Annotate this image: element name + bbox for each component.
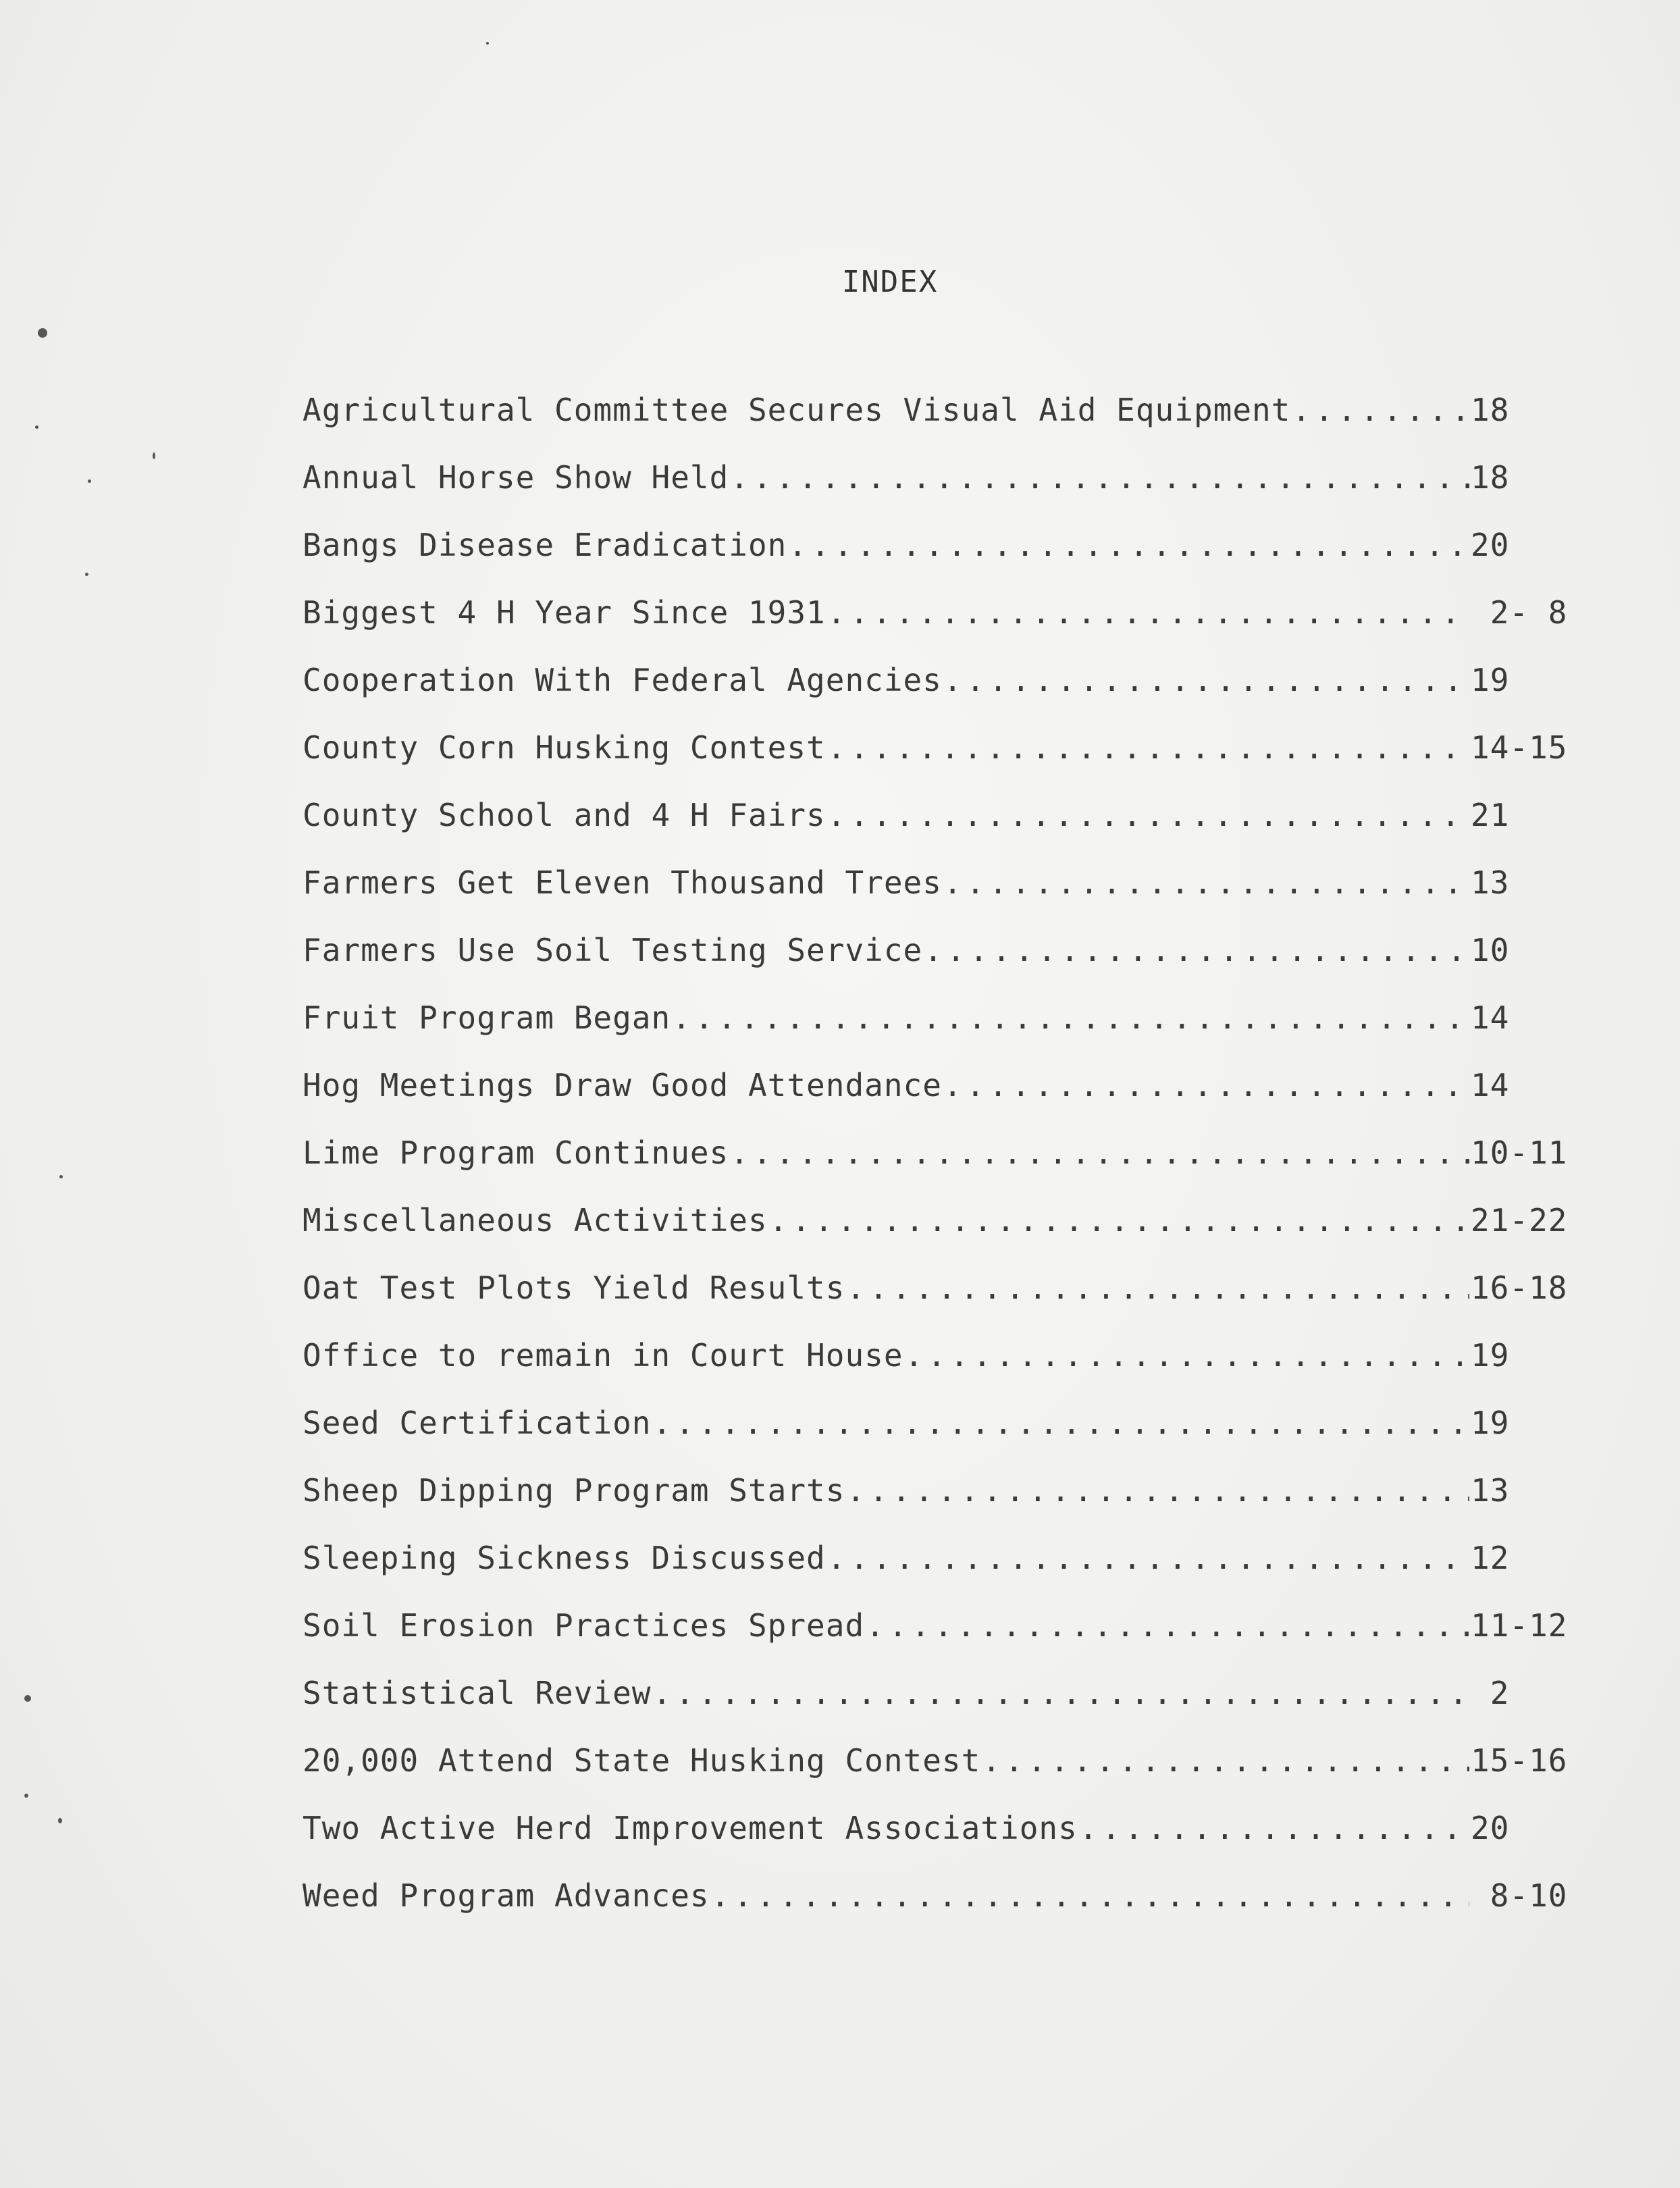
entry-label: Farmers Use Soil Testing Service — [303, 932, 923, 968]
index-entry — [303, 797, 1585, 864]
entry-label: Bangs Disease Eradication — [303, 527, 787, 563]
entry-label: Two Active Herd Improvement Associations — [303, 1810, 1078, 1846]
entry-label: Biggest 4 H Year Since 1931 — [303, 594, 826, 631]
entry-label: Fruit Program Began — [303, 999, 671, 1036]
entry-page-number: 20 — [1471, 1810, 1510, 1846]
scan-speck — [486, 42, 489, 45]
dot-leader — [1292, 392, 1469, 428]
entry-label: Annual Horse Show Held — [303, 459, 729, 496]
entry-label: County Corn Husking Contest — [303, 729, 826, 766]
entry-label: Sleeping Sickness Discussed — [303, 1540, 826, 1576]
entry-label: Lime Program Continues — [303, 1135, 729, 1171]
entry-page-number: 21-22 — [1471, 1202, 1568, 1239]
dot-leader — [827, 1540, 1469, 1576]
scan-speck — [85, 573, 88, 576]
entry-page-number: 10-11 — [1471, 1135, 1568, 1171]
index-entry — [303, 729, 1585, 797]
index-list — [303, 392, 1585, 1945]
scan-speck — [153, 452, 155, 459]
entry-label: Sheep Dipping Program Starts — [303, 1472, 845, 1509]
dot-leader — [982, 1742, 1469, 1779]
entry-page-number: 10 — [1471, 932, 1510, 968]
dot-leader — [827, 797, 1469, 833]
index-entry — [303, 1810, 1585, 1877]
scan-speck — [24, 1695, 31, 1702]
dot-leader — [827, 729, 1469, 766]
dot-leader — [653, 1675, 1470, 1711]
index-entry — [303, 1202, 1585, 1270]
entry-page-number: 2- 8 — [1471, 594, 1568, 631]
scan-speck — [58, 1818, 62, 1823]
dot-leader — [788, 527, 1469, 563]
index-entry — [303, 1877, 1585, 1945]
entry-page-number: 13 — [1471, 864, 1510, 901]
dot-leader — [730, 1135, 1469, 1171]
index-entry — [303, 999, 1585, 1067]
entry-page-number: 13 — [1471, 1472, 1510, 1509]
entry-page-number: 14 — [1471, 1067, 1510, 1103]
entry-label: Weed Program Advances — [303, 1877, 710, 1914]
index-entry — [303, 392, 1585, 459]
index-entry — [303, 527, 1585, 594]
entry-page-number: 18 — [1471, 392, 1510, 428]
index-entry — [303, 662, 1585, 729]
index-entry — [303, 1405, 1585, 1472]
index-entry — [303, 594, 1585, 662]
entry-page-number: 19 — [1471, 1337, 1510, 1374]
entry-page-number: 8-10 — [1471, 1877, 1568, 1914]
scan-speck — [38, 328, 47, 338]
entry-page-number: 19 — [1471, 662, 1510, 698]
entry-label: Seed Certification — [303, 1405, 652, 1441]
dot-leader — [905, 1337, 1469, 1374]
index-entry — [303, 1135, 1585, 1202]
scan-speck — [35, 425, 38, 429]
dot-leader — [653, 1405, 1470, 1441]
index-entry — [303, 1067, 1585, 1135]
entry-page-number: 11-12 — [1471, 1607, 1568, 1644]
dot-leader — [846, 1472, 1469, 1509]
dot-leader — [672, 999, 1469, 1036]
index-entry — [303, 1337, 1585, 1405]
entry-label: Oat Test Plots Yield Results — [303, 1270, 845, 1306]
scan-speck — [88, 479, 91, 483]
scan-speck — [59, 1175, 63, 1178]
entry-page-number: 14-15 — [1471, 729, 1568, 766]
entry-label: Cooperation With Federal Agencies — [303, 662, 942, 698]
dot-leader — [866, 1607, 1469, 1644]
dot-leader — [943, 864, 1469, 901]
entry-page-number: 15-16 — [1471, 1742, 1568, 1779]
index-entry — [303, 1675, 1585, 1742]
index-entry — [303, 1742, 1585, 1810]
dot-leader — [943, 662, 1469, 698]
entry-page-number: 19 — [1471, 1405, 1510, 1441]
dot-leader — [1079, 1810, 1469, 1846]
entry-label: Soil Erosion Practices Spread — [303, 1607, 865, 1644]
index-entry — [303, 864, 1585, 932]
entry-label: County School and 4 H Fairs — [303, 797, 826, 833]
index-entry — [303, 1472, 1585, 1540]
dot-leader — [924, 932, 1469, 968]
index-entry — [303, 459, 1585, 527]
dot-leader — [769, 1202, 1469, 1239]
entry-page-number: 2 — [1471, 1675, 1510, 1711]
entry-page-number: 12 — [1471, 1540, 1510, 1576]
entry-label: Miscellaneous Activities — [303, 1202, 768, 1239]
dot-leader — [846, 1270, 1469, 1306]
index-entry — [303, 1270, 1585, 1337]
entry-label: Office to remain in Court House — [303, 1337, 903, 1374]
page-title: INDEX — [841, 265, 939, 299]
entry-page-number: 21 — [1471, 797, 1510, 833]
index-entry — [303, 1607, 1585, 1675]
entry-page-number: 20 — [1471, 527, 1510, 563]
entry-label: Agricultural Committee Secures Visual Aid Equipment — [303, 392, 1291, 428]
entry-label: 20,000 Attend State Husking Contest — [303, 1742, 981, 1779]
entry-page-number: 18 — [1471, 459, 1510, 496]
index-entry — [303, 932, 1585, 999]
entry-label: Farmers Get Eleven Thousand Trees — [303, 864, 942, 901]
entry-label: Hog Meetings Draw Good Attendance — [303, 1067, 942, 1103]
scan-speck — [24, 1794, 28, 1798]
entry-page-number: 14 — [1471, 999, 1510, 1036]
dot-leader — [943, 1067, 1469, 1103]
dot-leader — [730, 459, 1469, 496]
dot-leader — [711, 1877, 1469, 1914]
entry-label: Statistical Review — [303, 1675, 652, 1711]
dot-leader — [827, 594, 1469, 631]
entry-page-number: 16-18 — [1471, 1270, 1568, 1306]
index-entry — [303, 1540, 1585, 1607]
